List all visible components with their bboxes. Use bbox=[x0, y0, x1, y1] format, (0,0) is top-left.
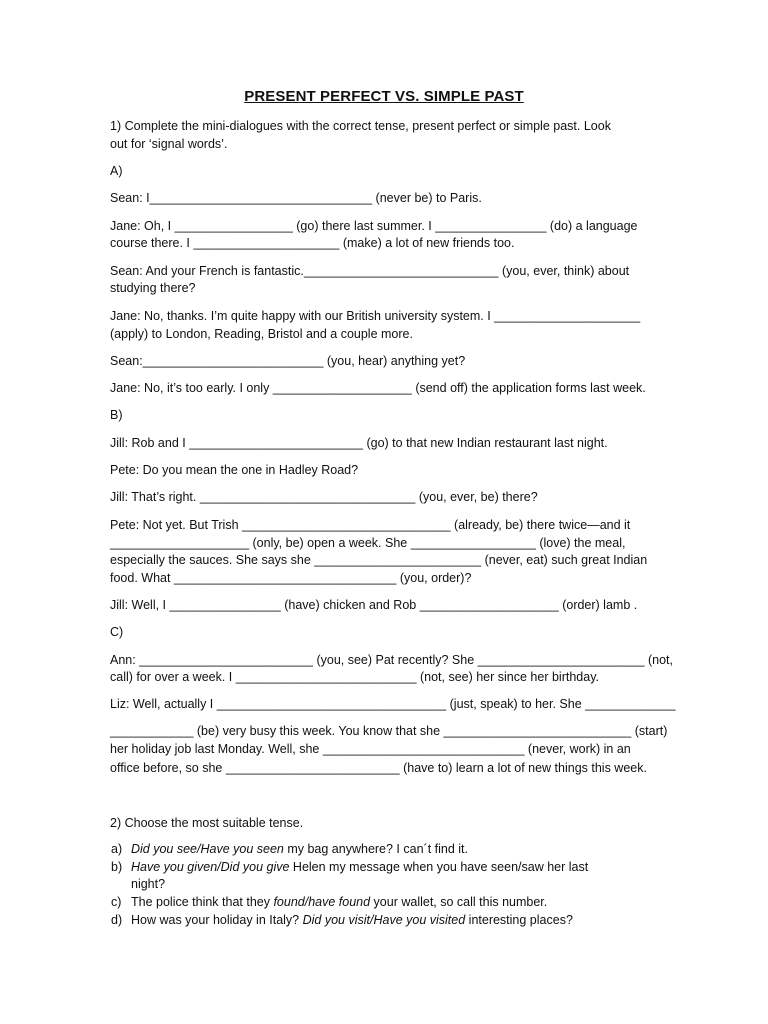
dialogue-line: especially the sauces. She says she ________________________ (never, eat) such great Indian bbox=[110, 553, 648, 567]
dialogue-line: food. What ________________________________ (you, order)? bbox=[110, 571, 472, 585]
dialogue-line: Sean: I________________________________ (never be) to Paris. bbox=[110, 191, 482, 205]
dialogue-line: Liz: Well, actually I _________________________________ (just, speak) to her. She _____________ bbox=[110, 697, 676, 711]
dialogue-line: Jill: Rob and I _________________________ (go) to that new Indian restaurant last night. bbox=[110, 436, 608, 450]
list-letter: b) bbox=[111, 860, 123, 874]
item-text-italic: Did you visit/Have you visited bbox=[302, 913, 466, 927]
list-item bbox=[111, 894, 651, 911]
item-text: The police think that they bbox=[131, 895, 274, 909]
dialogue-line: ____________________ (only, be) open a week. She __________________ (love) the meal, bbox=[110, 536, 626, 550]
dialogue-line: Pete: Do you mean the one in Hadley Road? bbox=[110, 463, 359, 477]
list-letter: c) bbox=[111, 895, 122, 909]
dialogue-line: ____________ (be) very busy this week. You know that she ___________________________ (start) bbox=[110, 724, 668, 738]
dialogue-line: Sean:__________________________ (you, hear) anything yet? bbox=[110, 354, 466, 368]
dialogue-line: Jane: Oh, I _________________ (go) there last summer. I ________________ (do) a language bbox=[110, 219, 638, 233]
list-item bbox=[111, 912, 651, 929]
exercise-1-instruction: 1) Complete the mini-dialogues with the correct tense, present perfect or simple past. Look bbox=[110, 119, 611, 133]
item-text-italic: Have you given/Did you give bbox=[131, 860, 290, 874]
item-text: my bag anywhere? I can´t find it. bbox=[283, 842, 468, 856]
item-text-italic: found/have found bbox=[273, 895, 371, 909]
dialogue-line: Ann: _________________________ (you, see) Pat recently? She ________________________ (not, bbox=[110, 653, 673, 667]
dialogue-line: Jill: That’s right. _______________________________ (you, ever, be) there? bbox=[110, 490, 538, 504]
item-text-italic: Did you see/Have you seen bbox=[131, 842, 284, 856]
list-item bbox=[111, 859, 651, 876]
item-text: Helen my message when you have seen/saw her last bbox=[289, 860, 589, 874]
item-text: your wallet, so call this number. bbox=[370, 895, 548, 909]
page-title: PRESENT PERFECT VS. SIMPLE PAST bbox=[244, 88, 524, 105]
dialogue-line: her holiday job last Monday. Well, she _____________________________ (never, work) in an bbox=[110, 742, 631, 756]
item-text: night? bbox=[131, 877, 166, 891]
exercise-1-instruction-cont: out for ‘signal words’. bbox=[110, 137, 228, 151]
item-text: How was your holiday in Italy? bbox=[131, 913, 303, 927]
dialogue-line: studying there? bbox=[110, 281, 196, 295]
list-letter: d) bbox=[111, 913, 123, 927]
dialogue-line: Jane: No, it’s too early. I only ____________________ (send off) the application forms last week. bbox=[110, 381, 646, 395]
section-c-heading: C) bbox=[110, 625, 124, 639]
list-letter: a) bbox=[111, 842, 123, 856]
section-a-heading: A) bbox=[110, 164, 123, 178]
dialogue-line: Sean: And your French is fantastic.____________________________ (you, ever, think) about bbox=[110, 264, 630, 278]
dialogue-line: Jane: No, thanks. I’m quite happy with our British university system. I _____________________ bbox=[110, 309, 641, 323]
dialogue-line: call) for over a week. I __________________________ (not, see) her since her birthday. bbox=[110, 670, 599, 684]
section-b-heading: B) bbox=[110, 408, 123, 422]
item-text: interesting places? bbox=[465, 913, 573, 927]
dialogue-line: (apply) to London, Reading, Bristol and a couple more. bbox=[110, 327, 413, 341]
dialogue-line: Jill: Well, I ________________ (have) chicken and Rob ____________________ (order) lamb . bbox=[110, 598, 638, 612]
dialogue-line: office before, so she _________________________ (have to) learn a lot of new things this week. bbox=[110, 761, 647, 775]
dialogue-line: course there. I _____________________ (make) a lot of new friends too. bbox=[110, 236, 515, 250]
list-item bbox=[111, 841, 651, 858]
exercise-2-instruction: 2) Choose the most suitable tense. bbox=[110, 816, 304, 830]
list-item-continuation bbox=[131, 876, 651, 893]
dialogue-line: Pete: Not yet. But Trish ______________________________ (already, be) there twice—and it bbox=[110, 518, 631, 532]
